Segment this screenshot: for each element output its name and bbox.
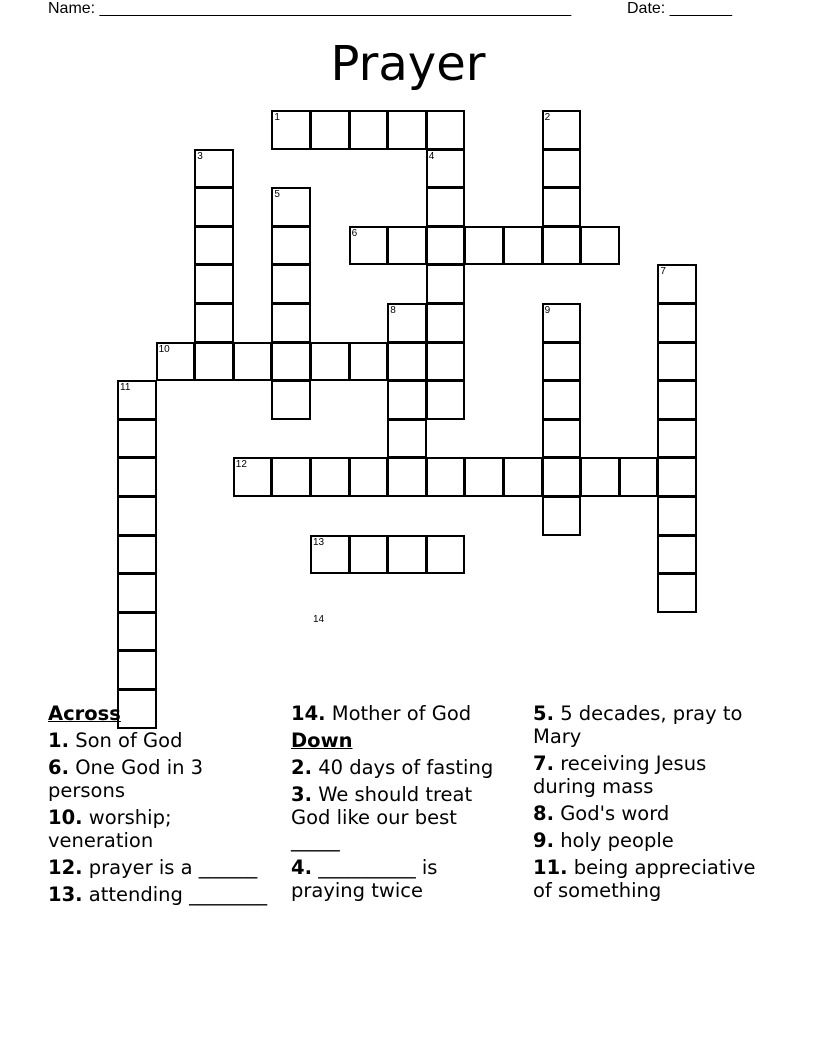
clue-number: 2. <box>291 756 312 779</box>
grid-cell[interactable] <box>426 535 466 575</box>
clue-number: 8. <box>533 802 554 825</box>
grid-cell[interactable] <box>117 535 157 575</box>
grid-cell[interactable] <box>657 342 697 382</box>
clue-text: One God in 3 persons <box>48 756 204 802</box>
grid-cell[interactable] <box>194 303 234 343</box>
clue-across-6 <box>48 756 268 802</box>
cell-number: 9 <box>544 305 551 316</box>
clue-number: 12. <box>48 856 83 879</box>
grid-cell[interactable] <box>271 187 311 227</box>
clue-text: worship; veneration <box>48 806 172 852</box>
grid-cell[interactable] <box>542 342 582 382</box>
clue-number: 3. <box>291 783 312 806</box>
grid-cell[interactable] <box>426 226 466 266</box>
grid-cell[interactable] <box>426 149 466 189</box>
grid-cell[interactable] <box>542 187 582 227</box>
grid-cell[interactable] <box>233 457 273 497</box>
grid-cell[interactable] <box>542 226 582 266</box>
clue-number: 5. <box>533 702 554 725</box>
clue-down-9 <box>533 829 763 852</box>
grid-cell[interactable] <box>387 110 427 150</box>
grid-cell[interactable] <box>503 457 543 497</box>
grid-cell[interactable] <box>387 457 427 497</box>
grid-cell[interactable] <box>271 457 311 497</box>
clue-across-13 <box>48 883 268 906</box>
clue-text: prayer is a ______ <box>88 856 258 879</box>
clue-number: 14. <box>291 702 326 725</box>
down-heading: Down <box>291 729 353 752</box>
grid-cell[interactable] <box>657 380 697 420</box>
clue-across-14 <box>291 702 511 725</box>
name-line[interactable]: _____________________________________________________ <box>99 0 572 17</box>
clue-text: holy people <box>560 829 674 852</box>
clue-text: __________ is praying twice <box>291 856 438 902</box>
grid-cell[interactable] <box>542 496 582 536</box>
grid-cell[interactable] <box>194 187 234 227</box>
clue-down-4 <box>291 856 511 902</box>
clue-text: attending ________ <box>88 883 268 906</box>
grid-cell[interactable] <box>156 342 196 382</box>
clue-down-2 <box>291 756 511 779</box>
clue-text: Mother of God <box>331 702 472 725</box>
grid-cell[interactable] <box>542 419 582 459</box>
grid-cell[interactable] <box>580 226 620 266</box>
grid-cell[interactable] <box>542 457 582 497</box>
clues-column-1 <box>48 702 268 910</box>
grid-cell[interactable] <box>117 612 157 652</box>
grid-cell[interactable] <box>657 264 697 304</box>
grid-cell[interactable] <box>349 457 389 497</box>
date-label: Date: <box>627 0 666 17</box>
grid-cell[interactable] <box>310 342 350 382</box>
grid-cell[interactable] <box>387 535 427 575</box>
cell-number: 1 <box>274 112 280 123</box>
grid-cell[interactable] <box>542 303 582 343</box>
cell-number: 12 <box>235 459 247 471</box>
clues-column-3 <box>533 702 763 906</box>
clue-text: receiving Jesus during mass <box>533 752 707 798</box>
clue-text: We should treat God like our best _____ <box>291 783 473 852</box>
cell-number: 4 <box>428 150 435 162</box>
grid-cell[interactable] <box>387 226 427 266</box>
across-heading: Across <box>48 702 121 725</box>
grid-cell[interactable] <box>426 187 466 227</box>
grid-cell[interactable] <box>271 380 311 420</box>
grid-cell[interactable] <box>657 496 697 536</box>
clue-down-8 <box>533 802 763 825</box>
clue-number: 7. <box>533 752 554 775</box>
grid-cell[interactable] <box>117 380 157 420</box>
cell-number: 13 <box>313 536 325 548</box>
grid-cell[interactable] <box>387 419 427 459</box>
cell-number: 11 <box>120 382 131 394</box>
grid-cell[interactable] <box>310 535 350 575</box>
grid-cell[interactable] <box>657 535 697 575</box>
cell-number: 7 <box>660 266 666 278</box>
grid-cell[interactable] <box>194 226 234 266</box>
grid-cell[interactable] <box>117 419 157 459</box>
page-title: Prayer <box>330 36 486 92</box>
clue-text: 40 days of fasting <box>318 756 494 779</box>
clue-number: 4. <box>291 856 312 879</box>
name-field <box>48 0 571 18</box>
grid-cell[interactable] <box>426 380 466 420</box>
grid-cell[interactable] <box>310 110 350 150</box>
grid-cell[interactable] <box>349 535 389 575</box>
grid-cell[interactable] <box>117 457 157 497</box>
grid-cell[interactable] <box>310 457 350 497</box>
grid-cell[interactable] <box>657 419 697 459</box>
clue-number: 13. <box>48 883 83 906</box>
grid-cell[interactable] <box>426 342 466 382</box>
clue-number: 6. <box>48 756 69 779</box>
grid-cell[interactable] <box>349 226 389 266</box>
date-line[interactable]: _______ <box>669 0 732 17</box>
grid-cell[interactable] <box>619 457 659 497</box>
grid-cell[interactable] <box>387 380 427 420</box>
grid-cell[interactable] <box>657 573 697 613</box>
clues-column-2 <box>291 702 511 906</box>
grid-cell[interactable] <box>349 110 389 150</box>
cell-number: 10 <box>158 343 170 355</box>
grid-cell[interactable] <box>271 264 311 304</box>
clue-down-7 <box>533 752 763 798</box>
clue-down-11 <box>533 856 763 902</box>
cell-number: 6 <box>351 227 358 239</box>
cell-number: 8 <box>390 305 396 316</box>
grid-cell[interactable] <box>426 457 466 497</box>
grid-cell[interactable] <box>194 264 234 304</box>
cell-number: 3 <box>197 150 203 162</box>
grid-cell[interactable] <box>426 110 466 150</box>
grid-cell[interactable] <box>117 573 157 613</box>
clue-down-5 <box>533 702 763 748</box>
grid-cell[interactable] <box>117 496 157 536</box>
clue-across-12 <box>48 856 268 879</box>
grid-cell[interactable] <box>271 303 311 343</box>
clue-down-3 <box>291 783 511 852</box>
cell-number: 5 <box>274 189 280 201</box>
grid-cell[interactable] <box>271 110 311 150</box>
grid-cell[interactable] <box>349 342 389 382</box>
grid-cell[interactable] <box>117 650 157 690</box>
clue-text: Son of God <box>75 729 183 752</box>
clue-number: 1. <box>48 729 69 752</box>
grid-cell[interactable] <box>271 226 311 266</box>
grid-cell[interactable] <box>426 264 466 304</box>
grid-cell[interactable] <box>387 342 427 382</box>
grid-cell[interactable] <box>542 380 582 420</box>
grid-cell[interactable] <box>194 149 234 189</box>
clue-text: God's word <box>560 802 670 825</box>
grid-cell[interactable] <box>464 226 504 266</box>
grid-cell[interactable] <box>271 342 311 382</box>
grid-cell[interactable] <box>580 457 620 497</box>
grid-cell[interactable] <box>387 303 427 343</box>
clue-across-10 <box>48 806 268 852</box>
name-label: Name: <box>48 0 96 17</box>
clue-number: 9. <box>533 829 554 852</box>
clue-text: 5 decades, pray to Mary <box>533 702 743 748</box>
clue-number: 10. <box>48 806 83 829</box>
grid-cell[interactable] <box>542 110 582 150</box>
grid-cell[interactable] <box>542 149 582 189</box>
grid-cell[interactable] <box>657 457 697 497</box>
grid-cell[interactable] <box>464 457 504 497</box>
cell-number: 2 <box>544 112 551 123</box>
date-field <box>627 0 732 18</box>
grid-cell[interactable] <box>503 226 543 266</box>
clue-text: being appreciative of something <box>533 856 756 902</box>
cell-number: 14 <box>313 613 325 625</box>
clue-across-1 <box>48 729 268 752</box>
grid-cell[interactable] <box>657 303 697 343</box>
grid-cell[interactable] <box>194 342 234 382</box>
grid-cell[interactable] <box>426 303 466 343</box>
grid-cell[interactable] <box>233 342 273 382</box>
clue-number: 11. <box>533 856 568 879</box>
